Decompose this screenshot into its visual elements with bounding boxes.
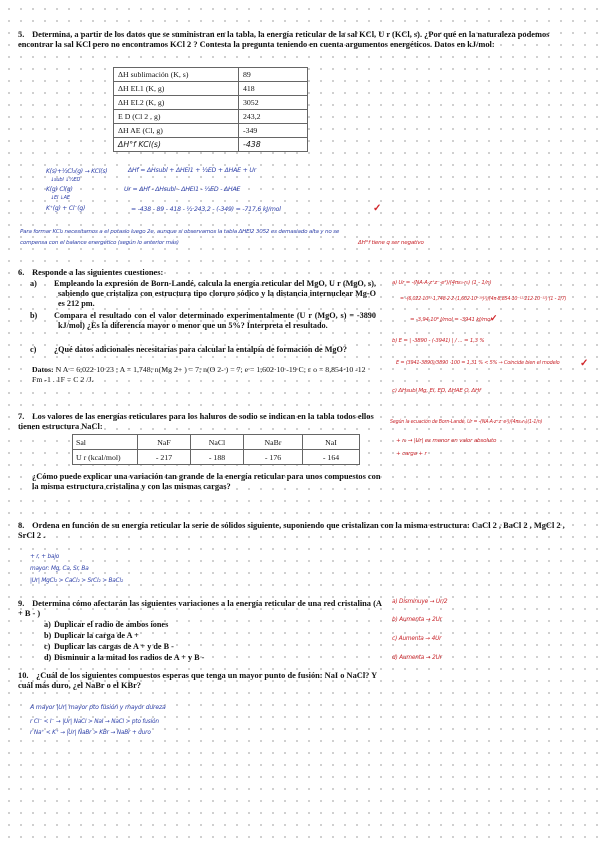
- question-8-number: 8.: [18, 521, 25, 530]
- hw-q5-cycle-4: ↓EI ↓AE: [50, 195, 70, 201]
- hw-q6b-1: b) E = | -3890 - (-3941) | / ... = 1,3 %: [392, 338, 485, 344]
- hw-q10-1: A mayor |Ur| mayor pto fusión y mayor dureza: [30, 704, 166, 711]
- question-6-datos: Datos: N A = 6,022·10 23 ; A = 1,748; n(Mg 2+ ) = 7; n(O 2- ) = 7; e = 1,602·10 -19 C; ε o = 8,854·10 -12 Fm -1 . 1F = C 2 /J.: [32, 365, 366, 384]
- hw-q5-cycle-2: ↓subl ↓½ED: [50, 177, 81, 183]
- hw-q5-cycle-1: K(s)+½Cl₂(g) → KCl(s): [46, 168, 108, 175]
- hw-q9-2: b) Aumenta → 2Ur: [392, 617, 442, 623]
- hw-q5-eq2: Ur = ΔHf - ΔHsubl - ΔHEI1 - ½ED - ΔHAE: [124, 186, 241, 193]
- check-mark-icon: ✓: [490, 313, 498, 323]
- hw-q6c: c) ΔHsubl Mg, EI, ED, ΔHAE O, ΔHf: [392, 388, 481, 394]
- question-9-number: 9.: [18, 599, 25, 608]
- question-9c: c) Duplicar las cargas de A + y de B -: [44, 642, 174, 651]
- check-mark-icon: ✓: [580, 358, 589, 369]
- q7-data-table: [72, 434, 360, 465]
- question-7-number: 7.: [18, 412, 25, 421]
- table-row: Sal NaF NaCl NaBr NaI: [73, 435, 360, 450]
- hw-q8-1: + r, + bajo: [30, 554, 60, 560]
- question-9d: d) Disminuir a la mitad los radios de A + y B -: [44, 653, 205, 662]
- hw-q5-eq3: = -438 - 89 - 418 - ½·243,2 - (-349) = -717,6 kJ/mol: [131, 206, 281, 213]
- question-5-number: 5.: [18, 30, 25, 39]
- question-8-text: Ordena en función de su energía reticular la serie de sólidos siguiente, suponiendo que cristalizan con la misma estructura: CaCl 2 , BaCl 2 , MgCl 2 , SrCl 2 .: [18, 521, 565, 540]
- question-7-text: Los valores de las energías reticulares para los haluros de sodio se indican en la tabla todos ellos tienen estructura NaCl:: [18, 412, 374, 431]
- question-9-text: Determina cómo afectarán las siguientes variaciones a la energía reticular de una red cristalina (A + B - ): [18, 599, 382, 618]
- hw-q5-eq1: ΔHf = ΔHsubl + ΔHEI1 + ½ED + ΔHAE + Ur: [128, 167, 257, 174]
- table-row: ΔH EI.2 (K, g) 3052: [114, 96, 308, 110]
- hw-q5-cycle-5: K⁺(g) + Cl⁻(g): [46, 205, 86, 212]
- question-10: [18, 671, 388, 691]
- hw-q6a-3: = -3,94·10⁶ J/mol = -3941 kJ/mol: [410, 317, 492, 323]
- question-10-number: 10.: [18, 671, 29, 680]
- table-row: U r (kcal/mol) - 217 - 188 - 176 - 164: [73, 450, 360, 465]
- table-row: ΔH sublimación (K, s) 89: [114, 68, 308, 82]
- question-6b: b) Compara el resultado con el valor determinado experimentalmente (U r (MgO, s) = -3890 kJ/mol) ¿Es la diferencia mayor o menor que un 5%? Interpreta el resultado.: [30, 311, 376, 330]
- question-8: [18, 521, 578, 541]
- check-mark-icon: ✓: [373, 203, 382, 214]
- hw-q5-note-2: compensa con el balance energético (según lo anterior más): [20, 240, 179, 246]
- question-7-question: ¿Cómo puede explicar una variación tan grande de la energía reticular para unos compuestos con la misma estructura cristalina y con las mismas cargas?: [32, 472, 381, 491]
- question-9: [18, 599, 383, 619]
- question-10-text: ¿Cuál de los siguientes compuestos esperas que tenga un mayor punto de fusión: NaI o NaCl? Y cuál más duro, ¿el NaBr o el KBr?: [18, 671, 377, 690]
- hw-q5-cycle-3: K(g) Cl(g): [46, 186, 73, 193]
- hw-q8-3: |Ur| MgCl₂ > CaCl₂ > SrCl₂ > BaCl₂: [30, 578, 124, 584]
- hw-q7-1: Según la ecuación de Born-Landé, Ur = -(NA·A·z⁺z⁻e²)/(4πε₀r₀)(1-1/n): [390, 420, 543, 425]
- hw-q8-2: mayor: Mg, Ca, Sr, Ba: [30, 566, 89, 572]
- hw-q9-4: d) Aumenta → 2Ur: [392, 655, 442, 661]
- question-6-text: Responde a las siguientes cuestiones:: [32, 268, 164, 277]
- hw-q6a-2: = -(6,022·10²³·1,748·2·2·(1,602·10⁻¹⁹)²)/(4π·8,854·10⁻¹²·212·10⁻¹²) (1 - 1/7): [400, 297, 567, 302]
- hw-q5-note-1: Para formar KCl₂ necesitamos a el potasio luego 2e, aunque si observamos la tabla ΔHEI2 3052 es demasiado alta y no se: [20, 229, 340, 235]
- question-6: [18, 268, 368, 278]
- question-6a: a) Empleando la expresión de Born-Landé, calcula la energía reticular del MgO, U r (MgO, s), sabiendo que cristaliza con estructura tipo cloruro sódico y la distancia internuclear Mg-O es 212 pm.: [30, 279, 376, 308]
- question-6c: c) ¿Qué datos adicionales necesitarías para calcular la entalpía de formación de MgO?: [30, 345, 347, 354]
- q5-data-table: [113, 67, 308, 152]
- question-5: [18, 30, 573, 50]
- hw-q10-2: r Cl⁻ < I⁻ → |Ur| NaCl > NaI → NaCl > pto fusión: [30, 719, 159, 725]
- question-9b: b) Duplicar la carga de A +: [44, 631, 139, 640]
- hw-q9-1: a) Disminuye → Ur/2: [392, 599, 448, 605]
- question-6-number: 6.: [18, 268, 25, 277]
- question-7: [18, 412, 378, 432]
- table-row: ΔH°f KCl(s) -438: [114, 138, 308, 152]
- table-row: ΔH AE (Cl, g) -349: [114, 124, 308, 138]
- hw-q5-note-3: ΔH°f tiene q ser negativo: [358, 240, 424, 246]
- question-5-text: Determina, a partir de los datos que se suministran en la tabla, la energía reticular de la sal KCl, U r (KCl, s). ¿Por qué en la naturaleza podemos encontrar la sal KCl pero no encontramos KCl 2 ? Contesta la pregunta teniendo en cuenta argumentos energéticos. Datos en kJ/mol:: [18, 30, 550, 49]
- hw-q9-3: c) Aumenta → 4Ur: [392, 636, 442, 642]
- hw-q6a-1: a) Ur = -(NA·A·z⁺z⁻·e²)/(4πε₀·r₀) (1 - 1/n): [392, 280, 492, 286]
- hw-q7-3: + carga + r: [396, 451, 427, 457]
- hw-q7-2: + r₀ → |Ur| es menor en valor absoluto: [396, 438, 497, 444]
- table-row: E D (Cl 2 , g) 243,2: [114, 110, 308, 124]
- hw-q10-3: r Na⁺ < K⁺ → |Ur| NaBr > KBr → NaBr + duro: [30, 730, 151, 736]
- table-row: ΔH EI.1 (K, g) 418: [114, 82, 308, 96]
- question-9a: a) Duplicar el radio de ambos iones: [44, 620, 169, 629]
- hw-q6b-2: E = (3941-3890)/3890 ·100 = 1,31 % < 5% → Coincide bien el modelo: [396, 360, 560, 366]
